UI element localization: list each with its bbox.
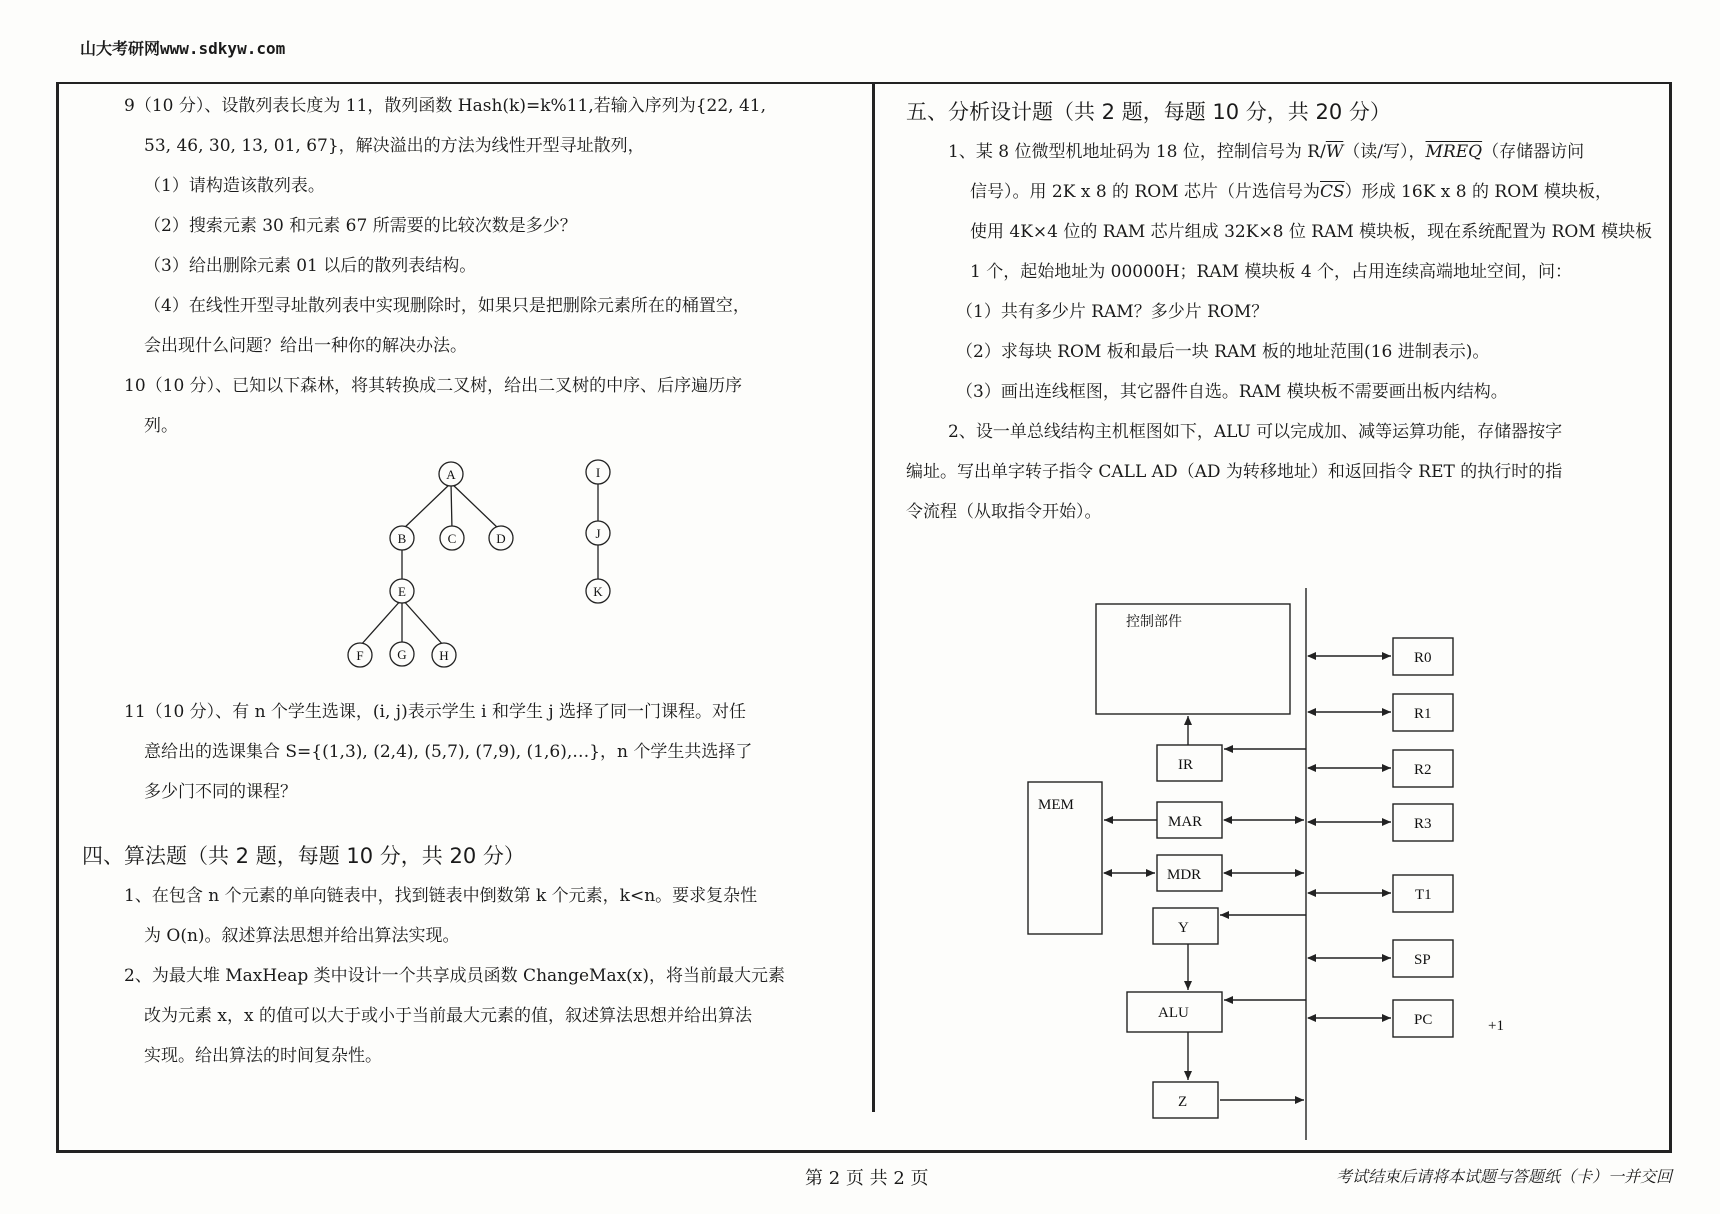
bus-diagram bbox=[1010, 580, 1630, 1140]
sec4-p2-c: 实现。给出算法的时间复杂性。 bbox=[144, 1046, 382, 1066]
label-k: K bbox=[593, 584, 603, 599]
mar-label: MAR bbox=[1168, 814, 1203, 830]
label-f: F bbox=[356, 648, 364, 663]
r1-label: R1 bbox=[1414, 706, 1432, 722]
column-divider bbox=[872, 84, 875, 1112]
sec4-p1-a: 1、在包含 n 个元素的单向链表中，找到链表中倒数第 k 个元素，k<n。要求复杂性 bbox=[124, 886, 758, 906]
t1-label: T1 bbox=[1415, 887, 1432, 903]
label-h: H bbox=[439, 648, 449, 663]
q9-line-1: 9（10 分）、设散列表长度为 11，散列函数 Hash(k)=k%11,若输入序列为{22, 41, bbox=[124, 96, 767, 116]
forest-diagram bbox=[80, 442, 850, 692]
section-4-title: 四、算法题（共 2 题，每题 10 分，共 20 分） bbox=[82, 844, 525, 868]
q9-sub-4a: （4）在线性开型寻址散列表中实现删除时，如果只是把删除元素所在的桶置空， bbox=[144, 296, 750, 316]
ctrl-label: 控制部件 bbox=[1126, 615, 1182, 630]
q11-line-2: 意给出的选课集合 S={(1,3), (2,4), (5,7), (7,9), (1,6),…}，n 个学生共选择了 bbox=[144, 742, 753, 762]
pc-label: PC bbox=[1414, 1012, 1433, 1028]
sp-label: SP bbox=[1414, 952, 1431, 968]
r0-label: R0 bbox=[1414, 650, 1432, 666]
q9-line-2: 53, 46, 30, 13, 01, 67}，解决溢出的方法为线性开型寻址散列， bbox=[144, 136, 645, 156]
alu-label: ALU bbox=[1158, 1005, 1189, 1021]
sec4-p2-b: 改为元素 x，x 的值可以大于或小于当前最大元素的值，叙述算法思想并给出算法 bbox=[144, 1006, 752, 1026]
r-q1-line-1 bbox=[906, 132, 1666, 172]
r-q1-sub-2: （2）求每块 ROM 板和最后一块 RAM 板的地址范围(16 进制表示)。 bbox=[956, 342, 1490, 362]
label-b: B bbox=[397, 531, 407, 546]
ir-label: IR bbox=[1178, 757, 1193, 773]
label-i: I bbox=[595, 465, 601, 480]
mem-label: MEM bbox=[1038, 797, 1074, 813]
label-j: J bbox=[595, 526, 601, 541]
z-label: Z bbox=[1178, 1094, 1188, 1110]
y-label: Y bbox=[1178, 920, 1189, 936]
r-q1-l2b: ）形成 16K x 8 的 ROM 模块板， bbox=[1344, 182, 1612, 202]
r-q1-l1c: （存储器访问 bbox=[1482, 142, 1585, 162]
label-d: D bbox=[496, 531, 506, 546]
r-q1-l1a: 1、某 8 位微型机地址码为 18 位，控制信号为 R/ bbox=[948, 142, 1326, 162]
section-5-title: 五、分析设计题（共 2 题，每题 10 分，共 20 分） bbox=[906, 100, 1391, 124]
r-q2-line-2: 编址。写出单字转子指令 CALL AD（AD 为转移地址）和返回指令 RET 的执行时的指 bbox=[906, 462, 1563, 482]
r-q1-sub-3: （3）画出连线框图，其它器件自选。RAM 模块板不需要画出板内结构。 bbox=[956, 382, 1508, 402]
right-column bbox=[906, 92, 1666, 532]
q9-sub-1: （1）请构造该散列表。 bbox=[144, 176, 325, 196]
q10-line-2: 列。 bbox=[144, 416, 178, 436]
r-q1-line-4: 1 个，起始地址为 00000H；RAM 模块板 4 个，占用连续高端地址空间，问： bbox=[970, 262, 1573, 282]
mdr-label: MDR bbox=[1167, 867, 1202, 883]
label-a: A bbox=[446, 467, 456, 482]
r-q1-l2a: 信号）。用 2K x 8 的 ROM 芯片（片选信号为 bbox=[970, 182, 1320, 202]
q10-line-1: 10（10 分）、已知以下森林，将其转换成二叉树，给出二叉树的中序、后序遍历序 bbox=[124, 376, 743, 396]
r-q1-line-3: 使用 4K×4 位的 RAM 芯片组成 32K×8 位 RAM 模块板，现在系统配置为 ROM 模块板 bbox=[970, 222, 1653, 242]
cs-signal: $\overline{CS}$ bbox=[1320, 182, 1345, 202]
sec4-p1-b: 为 O(n)。叙述算法思想并给出算法实现。 bbox=[144, 926, 460, 946]
pc-increment-label: +1 bbox=[1488, 1018, 1504, 1034]
q11-line-1: 11（10 分）、有 n 个学生选课，(i, j)表示学生 i 和学生 j 选择了同一门课程。对任 bbox=[124, 702, 747, 722]
q9-sub-3: （3）给出删除元素 01 以后的散列表结构。 bbox=[144, 256, 477, 276]
mreq-signal: MREQ bbox=[1425, 142, 1483, 162]
r3-label: R3 bbox=[1414, 816, 1432, 832]
page-number: 第 2 页 共 2 页 bbox=[805, 1168, 929, 1189]
r-q1-line-2 bbox=[906, 172, 1666, 212]
q9-sub-4b: 会出现什么问题？给出一种你的解决办法。 bbox=[144, 336, 467, 356]
label-g: G bbox=[397, 647, 407, 662]
q11-line-3: 多少门不同的课程？ bbox=[144, 782, 297, 802]
r-q2-line-1: 2、设一单总线结构主机框图如下，ALU 可以完成加、减等运算功能，存储器按字 bbox=[948, 422, 1563, 442]
q9-sub-2: （2）搜索元素 30 和元素 67 所需要的比较次数是多少？ bbox=[144, 216, 577, 236]
left-column bbox=[80, 86, 850, 1076]
r-q1-l1b: （读/写）， bbox=[1343, 142, 1426, 162]
r2-label: R2 bbox=[1414, 762, 1432, 778]
r-q2-line-3: 令流程（从取指令开始）。 bbox=[906, 502, 1102, 522]
site-header: 山大考研网www.sdkyw.com bbox=[80, 39, 286, 58]
r-q1-sub-1: （1）共有多少片 RAM？多少片 ROM？ bbox=[956, 302, 1269, 322]
label-e: E bbox=[398, 584, 406, 599]
sec4-p2-a: 2、为最大堆 MaxHeap 类中设计一个共享成员函数 ChangeMax(x)，将当前最大元素 bbox=[124, 966, 786, 986]
write-signal: $\overline{W}$ bbox=[1325, 142, 1344, 162]
label-c: C bbox=[447, 531, 457, 546]
footer-note: 考试结束后请将本试题与答题纸（卡）一并交回 bbox=[1335, 1167, 1672, 1186]
